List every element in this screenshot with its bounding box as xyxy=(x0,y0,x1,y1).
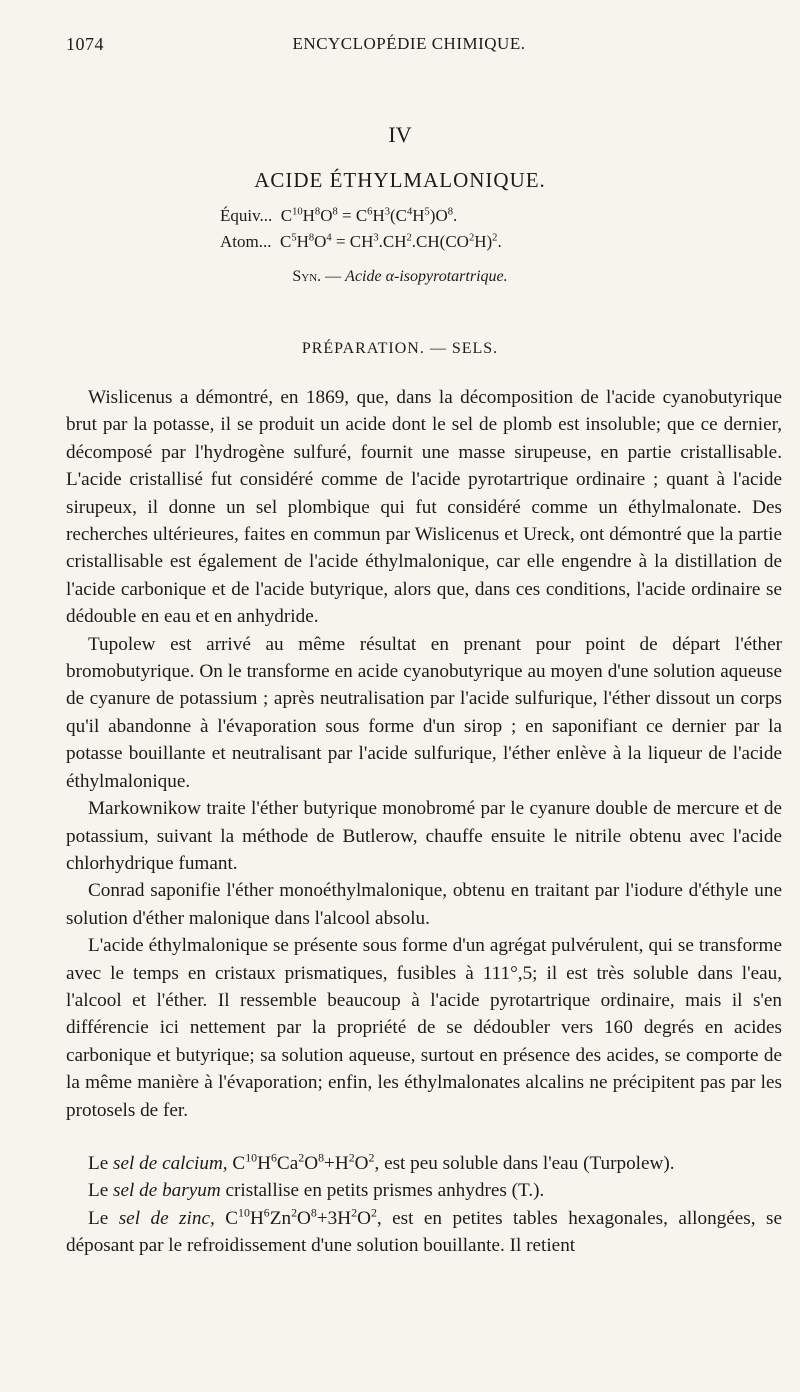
page-number: 1074 xyxy=(66,34,104,54)
zinc-formula: $C^{10}H^6Zn^2O^8+3H^2O^2$ xyxy=(225,1205,377,1229)
section-title: PRÉPARATION. — SELS. xyxy=(301,340,499,357)
salt-baryum: Le sel de baryum cristallise en petits prismes anhydres (T.). xyxy=(88,1180,545,1202)
paragraph: Markownikow traite l'éther butyrique monobromé par le cyanure double de mercure et de potassium, suivant la méthode de Butlerow, chauffe ensuite le nitrile obtenu avec l'acide chlorhydrique fumant. xyxy=(66,798,782,874)
chapter-number: IV xyxy=(388,122,412,147)
body-text xyxy=(66,384,782,1260)
atomic-formula xyxy=(220,232,502,252)
equiv-formula-text: $C^{10}H^8O^8 = C^6H^3(C^4H^5)O^8$. xyxy=(276,206,458,225)
page-header xyxy=(66,34,752,64)
syn-text: Acide α-isopyrotartrique. xyxy=(345,268,508,285)
paragraph: L'acide éthylmalonique se présente sous forme d'un agrégat pulvérulent, qui se transforme avec le temps en cristaux prismatiques, fusibles à 111°,5; il est très soluble dans l'eau, l'alcool et l'éther. Il ressemble beaucoup à l'acide pyrotartrique ordinaire, mais il s'en différencie ici nettement par la propriété de se dédoubler vers 160 degrés en acides carbonique et butyrique; sa solution aqueuse, surtout en présence des acides, se comporte de la même manière à l'évaporation; enfin, les éthylmalonates alcalins ne précipitent pas par les protosels de fer. xyxy=(66,935,782,1121)
atom-label: Atom... xyxy=(220,232,272,251)
syn-label: Syn. xyxy=(292,268,322,285)
equiv-label: Équiv... xyxy=(220,206,273,225)
salt-zinc: Le sel de zinc, $C^{10}H^6Zn^2O^8+3H^2O^2$, est en petites tables hexagonales, allongées, se déposant par le refroidissement d'une solution bouillante. Il retient xyxy=(66,1205,783,1257)
salt-calcium: Le sel de calcium, $C^{10}H^6Ca^2O^8+H^2O^2$, est peu soluble dans l'eau (Turpolew). xyxy=(88,1150,675,1174)
calcium-formula: $C^{10}H^6Ca^2O^8+H^2O^2$ xyxy=(232,1150,375,1174)
salt-name-calcium: sel de calcium, xyxy=(113,1152,228,1174)
paragraph: Wislicenus a démontré, en 1869, que, dans la décomposition de l'acide cyanobutyrique brut par la potasse, il se produit un acide dont le sel de plomb est insoluble; que ce dernier, décomposé par l'hydrogène sulfuré, fournit une masse sirupeuse, en partie cristallisable. L'acide cristallisé fut considéré comme de l'acide pyrotartrique ordinaire ; quant à l'acide sirupeux, il donne un sel plombique qui fut considéré comme un éthylmalonate. Des recherches ultérieures, faites en commun par Wislicenus et Ureck, ont démontré que la partie cristallisable est également de l'acide éthylmalonique, car elle engendre à la distillation de l'acide carbonique et de l'acide butyrique, alors que, dans ces conditions, l'acide ordinaire se dédouble en eau et en anhydride. xyxy=(66,387,782,628)
salt-name-zinc: sel de zinc, xyxy=(118,1207,215,1229)
spacer xyxy=(66,1124,782,1150)
paragraph: Tupolew est arrivé au même résultat en prenant pour point de départ l'éther bromobutyrique. On le transforme en acide cyanobutyrique au moyen d'une solution aqueuse de cyanure de potassium ; après neutralisation par l'acide sulfurique, l'éther dissout un corps qu'il abandonne à l'évaporation sous forme d'un sirop ; en saponifiant ce dernier par la potasse bouillante et neutralisant par l'acide sulfurique, l'éther enlève à la liqueur de l'acide éthylmalonique. xyxy=(66,633,782,792)
equivalent-formula xyxy=(220,206,457,226)
running-title: ENCYCLOPÉDIE CHIMIQUE. xyxy=(292,34,526,53)
chapter-title: ACIDE ÉTHYLMALONIQUE. xyxy=(254,168,546,192)
salt-name-baryum: sel de baryum xyxy=(113,1180,221,1202)
paragraph: Conrad saponifie l'éther monoéthylmalonique, obtenu en traitant par l'iodure d'éthyle une solution d'éther malonique dans l'alcool absolu. xyxy=(66,880,782,929)
atom-formula-text: $C^5H^8O^4 = CH^3.CH^2.CH(CO^2H)^2$. xyxy=(275,232,502,251)
synonym-line: Syn. — Acide α-isopyrotartrique. xyxy=(292,268,508,285)
